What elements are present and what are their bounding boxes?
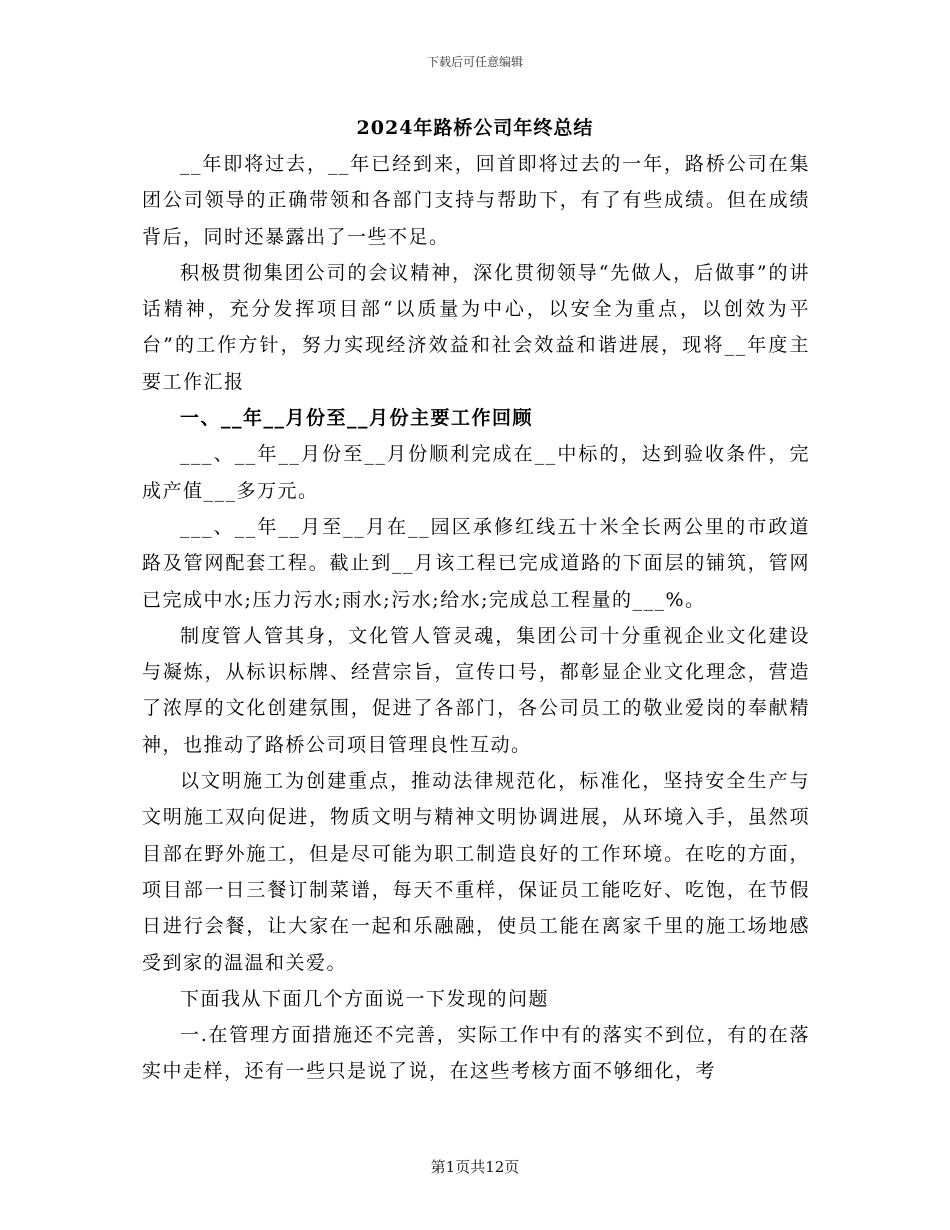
paragraph-item-1: ___、__年__月份至__月份顺利完成在__中标的，达到验收条件，完成产值___多万元。 — [142, 443, 810, 502]
paragraph-policy: 积极贯彻集团公司的会议精神，深化贯彻领导“先做人，后做事”的讲话精神，充分发挥项目部“以质量为中心，以安全为重点，以创效为平台”的工作方针，努力实现经济效益和社会效益和谐进展，现将__年度主要工作汇报 — [142, 261, 810, 393]
paragraph-item-2: ___、__年__月至__月在__园区承修红线五十米全长两公里的市政道路及管网配套工程。截止到__月该工程已完成道路的下面层的铺筑，管网已完成中水;压力污水;雨水;污水;给水;完成总工程量的___%。 — [142, 515, 810, 611]
page-indicator: 第1页共12页 — [430, 1158, 520, 1176]
paragraph-intro: __年即将过去，__年已经到来，回首即将过去的一年，路桥公司在集团公司领导的正确带领和各部门支持与帮助下，有了有些成绩。但在成绩背后，同时还暴露出了一些不足。 — [142, 153, 810, 248]
paragraph-problem-1: 一.在管理方面措施还不完善，实际工作中有的落实不到位，有的在落实中走样，还有一些只是说了说，在这些考核方面不够细化，考 — [142, 1024, 810, 1083]
document-title: 2024年路桥公司年终总结 — [356, 117, 594, 139]
section-heading-review: 一、__年__月份至__月份主要工作回顾 — [180, 407, 534, 430]
page-header-note: 下载后可任意编辑 — [426, 55, 523, 69]
document-body — [142, 146, 810, 1090]
paragraph-problems-intro: 下面我从下面几个方面说一下发现的问题 — [180, 987, 550, 1010]
paragraph-culture: 制度管人管其身，文化管人管灵魂，集团公司十分重视企业文化建设与凝炼，从标识标牌、经营宗旨，宣传口号，都彰显企业文化理念，营造了浓厚的文化创建氛围，促进了各部门，各公司员工的敬业爱岗的奉献精神，也推动了路桥公司项目管理良性互动。 — [142, 624, 810, 756]
paragraph-civilized-construction: 以文明施工为创建重点，推动法律规范化，标准化，坚持安全生产与文明施工双向促进，物质文明与精神文明协调进展，从环境入手，虽然项目部在野外施工，但是尽可能为职工制造良好的工作环境。在吃的方面，项目部一日三餐订制菜谱，每天不重样，保证员工能吃好、吃饱，在节假日进行会餐，让大家在一起和乐融融，使员工能在离家千里的施工场地感受到家的温温和关爱。 — [142, 770, 810, 974]
